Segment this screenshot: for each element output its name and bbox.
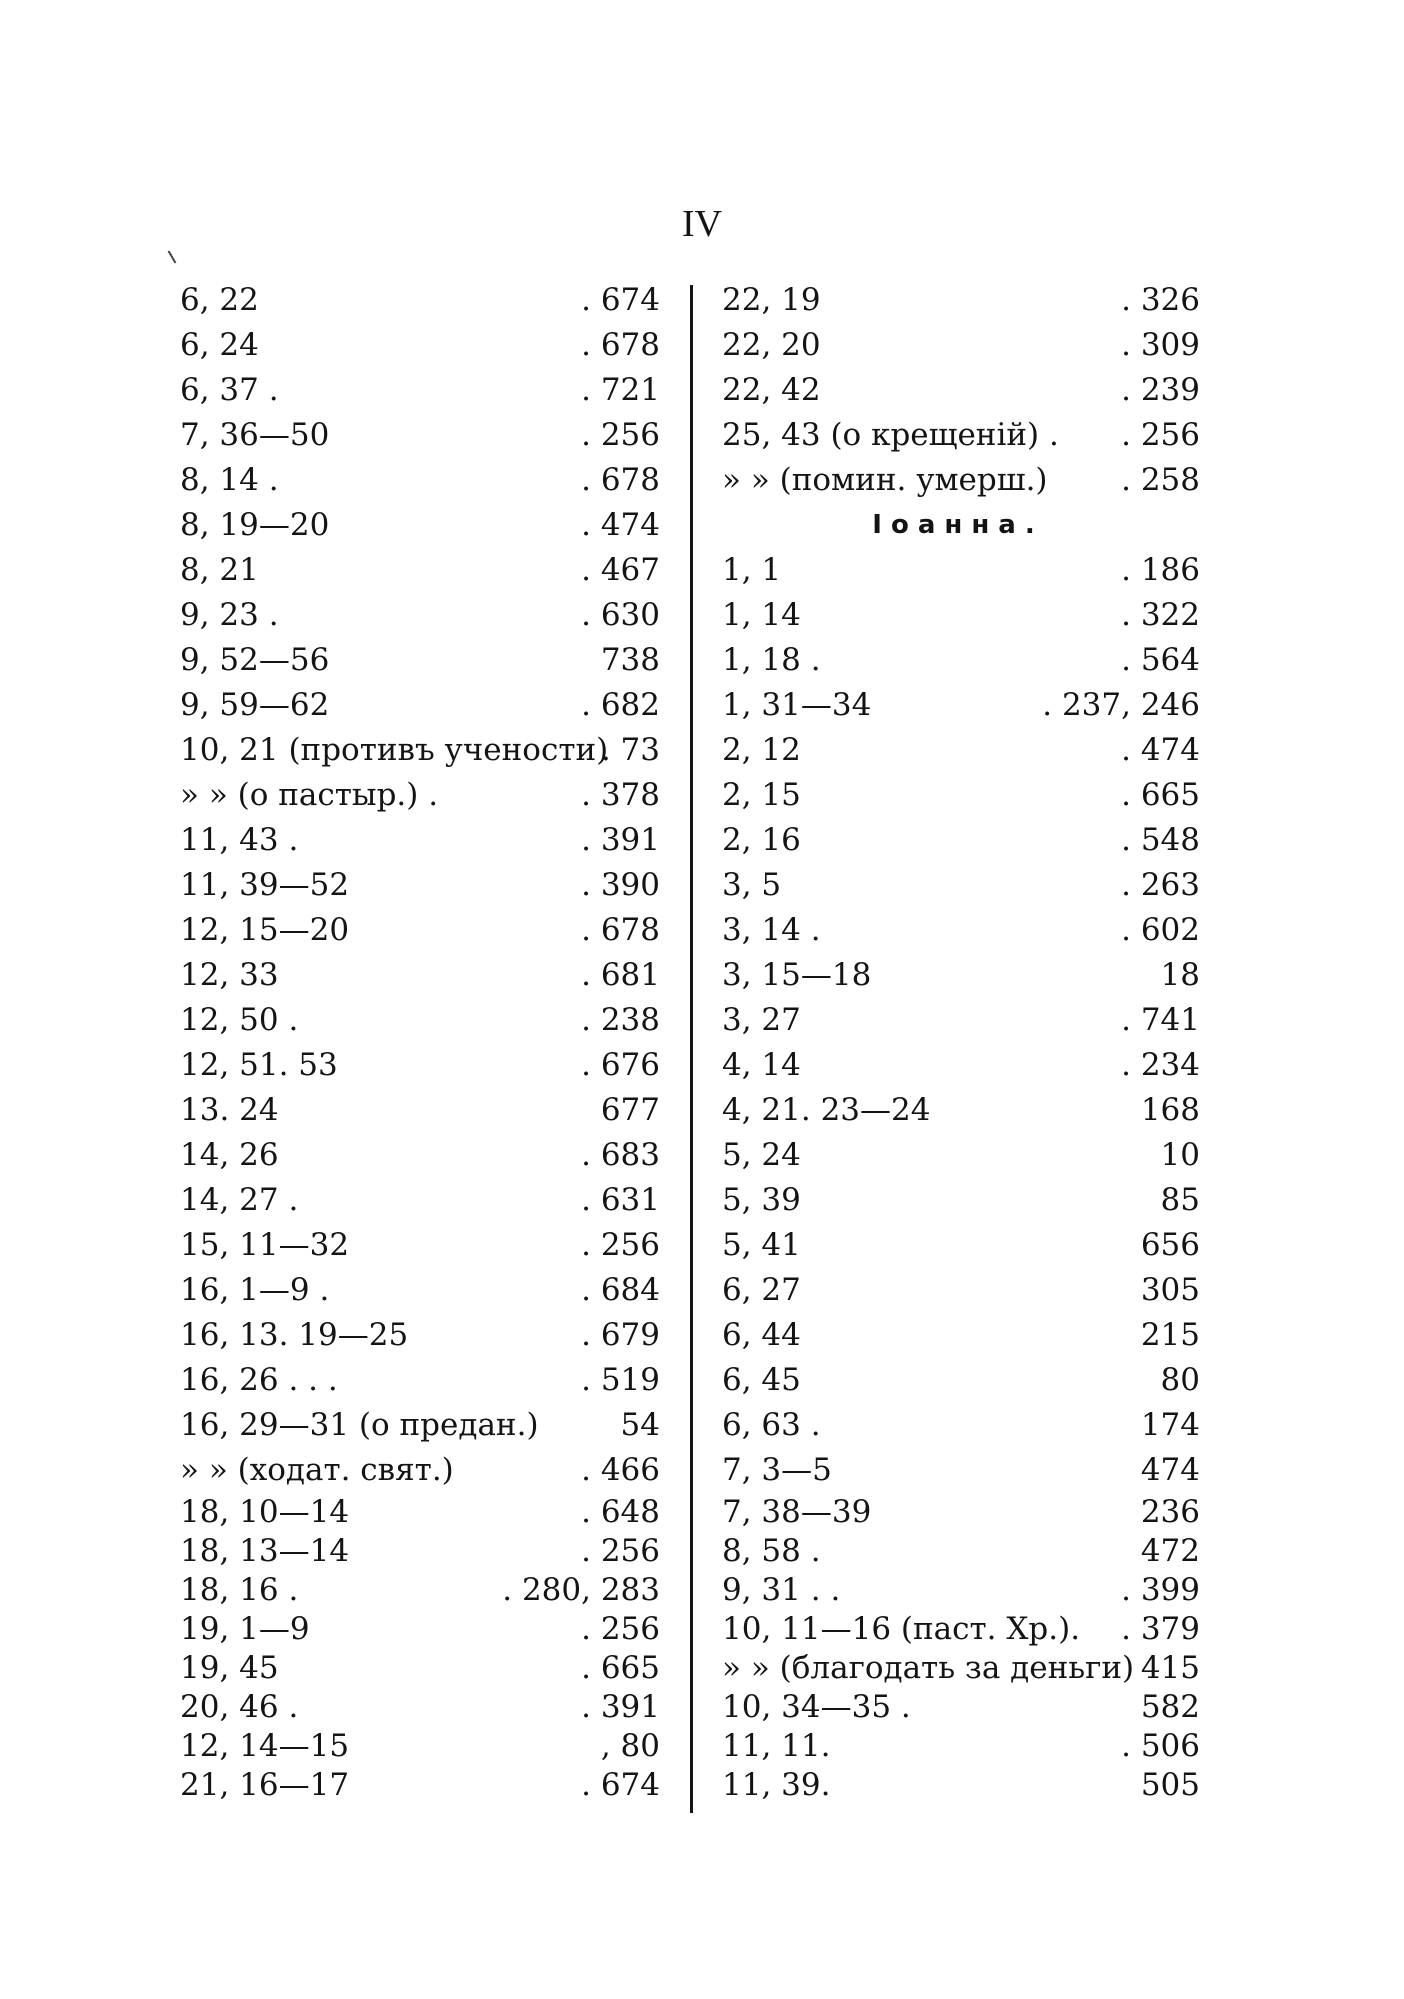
entry-page-number: . 238: [581, 1002, 660, 1038]
entry-reference: 3, 5: [722, 867, 782, 903]
index-entry: [180, 1088, 660, 1133]
entry-page-number: 10: [1160, 1137, 1200, 1173]
entry-reference: 6, 24: [180, 327, 259, 363]
index-entry: [180, 773, 660, 818]
entry-page-number: . 682: [581, 687, 660, 723]
index-entry: [722, 1043, 1200, 1088]
index-entry: [180, 1358, 660, 1403]
entry-page-number: . 234: [1121, 1047, 1200, 1083]
entry-page-number: . 648: [581, 1494, 660, 1530]
entry-page-number: 168: [1140, 1092, 1200, 1128]
index-entry: [180, 998, 660, 1043]
entry-reference: 7, 3—5: [722, 1452, 832, 1488]
entry-reference: 2, 12: [722, 732, 801, 768]
entry-reference: 11, 11.: [722, 1728, 831, 1764]
entry-reference: 3, 15—18: [722, 957, 872, 993]
index-entry: [722, 863, 1200, 908]
entry-page-number: . 467: [581, 552, 660, 588]
entry-reference: 9, 23 .: [180, 597, 279, 633]
index-entry: [722, 368, 1200, 413]
index-entry: [180, 1223, 660, 1268]
entry-page-number: 54: [620, 1407, 660, 1443]
index-entry: [180, 1178, 660, 1223]
entry-reference: 15, 11—32: [180, 1227, 350, 1263]
entry-page-number: 80: [1160, 1362, 1200, 1398]
index-entry: [180, 1649, 660, 1688]
index-entry: [180, 593, 660, 638]
entry-reference: 11, 39—52: [180, 867, 350, 903]
index-entry: [180, 1766, 660, 1805]
index-entry: [722, 1268, 1200, 1313]
index-entry: [180, 1313, 660, 1358]
index-entry: [180, 503, 660, 548]
entry-page-number: 474: [1140, 1452, 1200, 1488]
entry-page-number: . 676: [581, 1047, 660, 1083]
entry-page-number: . 237, 246: [1042, 687, 1200, 723]
entry-reference: 8, 21: [180, 552, 259, 588]
entry-page-number: . 683: [581, 1137, 660, 1173]
entry-reference: 7, 38—39: [722, 1494, 872, 1530]
entry-page-number: . 256: [581, 1611, 660, 1647]
index-entry: [180, 413, 660, 458]
entry-reference: 5, 39: [722, 1182, 801, 1218]
entry-page-number: . 678: [581, 327, 660, 363]
entry-page-number: . 678: [581, 912, 660, 948]
entry-reference: 12, 51. 53: [180, 1047, 338, 1083]
index-entry: [722, 1571, 1200, 1610]
entry-page-number: 505: [1140, 1767, 1200, 1803]
index-entry: [180, 1043, 660, 1088]
index-entry: [722, 1766, 1200, 1805]
index-entry: [180, 728, 660, 773]
entry-reference: 6, 63 .: [722, 1407, 821, 1443]
entry-reference: 19, 45: [180, 1650, 279, 1686]
entry-reference: 5, 24: [722, 1137, 801, 1173]
index-entry: [722, 1088, 1200, 1133]
index-entry: [180, 1493, 660, 1532]
entry-reference: 14, 27 .: [180, 1182, 299, 1218]
entry-page-number: 472: [1140, 1533, 1200, 1569]
entry-page-number: . 326: [1121, 282, 1200, 318]
entry-reference: 11, 43 .: [180, 822, 299, 858]
entry-page-number: . 186: [1121, 552, 1200, 588]
index-entry: [180, 1727, 660, 1766]
index-entry: [722, 818, 1200, 863]
entry-reference: 1, 1: [722, 552, 782, 588]
index-entry: [180, 1133, 660, 1178]
entry-reference: 16, 29—31 (о предан.): [180, 1407, 539, 1443]
index-entry: [722, 1610, 1200, 1649]
entry-page-number: 415: [1140, 1650, 1200, 1686]
entry-page-number: 236: [1140, 1494, 1200, 1530]
index-entry: [722, 1448, 1200, 1493]
entry-reference: 22, 42: [722, 372, 821, 408]
entry-page-number: . 602: [1121, 912, 1200, 948]
entry-reference: 12, 15—20: [180, 912, 350, 948]
entry-page-number: . 678: [581, 462, 660, 498]
entry-reference: 10, 34—35 .: [722, 1689, 911, 1725]
entry-page-number: . 679: [581, 1317, 660, 1353]
entry-page-number: . 466: [581, 1452, 660, 1488]
entry-reference: 7, 36—50: [180, 417, 330, 453]
entry-reference: 13. 24: [180, 1092, 279, 1128]
entry-page-number: . 665: [581, 1650, 660, 1686]
index-entry: [180, 323, 660, 368]
entry-reference: 9, 31 . .: [722, 1572, 841, 1608]
column-divider: [690, 285, 693, 1813]
entry-reference: » » (помин. умерш.): [722, 462, 1048, 498]
entry-reference: 1, 14: [722, 597, 801, 633]
entry-page-number: . 631: [581, 1182, 660, 1218]
index-entry: [180, 1403, 660, 1448]
entry-reference: 4, 14: [722, 1047, 801, 1083]
entry-page-number: . 474: [581, 507, 660, 543]
entry-reference: 6, 27: [722, 1272, 801, 1308]
entry-reference: 2, 16: [722, 822, 801, 858]
entry-page-number: 85: [1160, 1182, 1200, 1218]
entry-reference: 1, 31—34: [722, 687, 872, 723]
entry-reference: 22, 19: [722, 282, 821, 318]
index-entry: [722, 1178, 1200, 1223]
entry-reference: 8, 19—20: [180, 507, 330, 543]
entry-reference: 16, 13. 19—25: [180, 1317, 409, 1353]
entry-page-number: . 256: [581, 1533, 660, 1569]
index-entry: [722, 1133, 1200, 1178]
entry-reference: 18, 10—14: [180, 1494, 350, 1530]
entry-reference: 20, 46 .: [180, 1689, 299, 1725]
entry-reference: 2, 15: [722, 777, 801, 813]
entry-reference: 12, 33: [180, 957, 279, 993]
entry-reference: 18, 16 .: [180, 1572, 299, 1608]
entry-reference: » » (благодать за деньги): [722, 1650, 1135, 1686]
entry-reference: 16, 1—9 .: [180, 1272, 330, 1308]
index-entry: [722, 548, 1200, 593]
entry-page-number: . 256: [581, 1227, 660, 1263]
entry-reference: 25, 43 (о крещеній) .: [722, 417, 1059, 453]
index-entry: [180, 863, 660, 908]
right-entries-before-heading: [722, 278, 1200, 503]
entry-reference: 4, 21. 23—24: [722, 1092, 931, 1128]
entry-page-number: 656: [1140, 1227, 1200, 1263]
stray-mark: [168, 250, 177, 263]
entry-page-number: . 391: [581, 1689, 660, 1725]
entry-page-number: 582: [1140, 1689, 1200, 1725]
entry-page-number: . 548: [1121, 822, 1200, 858]
index-entry: [180, 1688, 660, 1727]
index-entry: [180, 683, 660, 728]
entry-page-number: . 258: [1121, 462, 1200, 498]
right-index-column: [722, 278, 1200, 1805]
index-entry: [722, 1403, 1200, 1448]
entry-page-number: . 399: [1121, 1572, 1200, 1608]
entry-page-number: . 674: [581, 282, 660, 318]
entry-reference: 11, 39.: [722, 1767, 831, 1803]
index-entry: [722, 953, 1200, 998]
entry-reference: 3, 27: [722, 1002, 801, 1038]
index-entry: [722, 638, 1200, 683]
index-entry: [722, 1532, 1200, 1571]
entry-reference: 21, 16—17: [180, 1767, 350, 1803]
entry-page-number: . 378: [581, 777, 660, 813]
index-entry: [180, 638, 660, 683]
entry-page-number: . 391: [581, 822, 660, 858]
index-entry: [180, 953, 660, 998]
entry-reference: 6, 45: [722, 1362, 801, 1398]
index-entry: [722, 1727, 1200, 1766]
entry-page-number: 18: [1160, 957, 1200, 993]
page-number: IV: [681, 203, 723, 245]
entry-page-number: . 684: [581, 1272, 660, 1308]
entry-reference: 12, 14—15: [180, 1728, 350, 1764]
entry-page-number: . 379: [1121, 1611, 1200, 1647]
entry-page-number: . 474: [1121, 732, 1200, 768]
entry-reference: 8, 14 .: [180, 462, 279, 498]
entry-page-number: . 73: [600, 732, 660, 768]
entry-page-number: , 80: [600, 1728, 660, 1764]
entry-reference: 6, 44: [722, 1317, 801, 1353]
entry-page-number: . 665: [1121, 777, 1200, 813]
entry-page-number: . 741: [1121, 1002, 1200, 1038]
entry-reference: 18, 13—14: [180, 1533, 350, 1569]
index-entry: [722, 458, 1200, 503]
index-entry: [722, 1688, 1200, 1727]
index-entry: [722, 1223, 1200, 1268]
entry-page-number: . 263: [1121, 867, 1200, 903]
entry-page-number: . 721: [581, 372, 660, 408]
index-entry: [722, 908, 1200, 953]
entry-page-number: . 519: [581, 1362, 660, 1398]
entry-page-number: . 322: [1121, 597, 1200, 633]
entry-reference: 8, 58 .: [722, 1533, 821, 1569]
index-entry: [722, 1358, 1200, 1403]
index-entry: [722, 413, 1200, 458]
entry-reference: 12, 50 .: [180, 1002, 299, 1038]
entry-page-number: . 239: [1121, 372, 1200, 408]
index-entry: [180, 1448, 660, 1493]
index-entry: [180, 278, 660, 323]
index-entry: [722, 728, 1200, 773]
entry-reference: 3, 14 .: [722, 912, 821, 948]
entry-page-number: . 506: [1121, 1728, 1200, 1764]
index-entry: [722, 683, 1200, 728]
index-entry: [180, 1532, 660, 1571]
entry-reference: 6, 22: [180, 282, 259, 318]
entry-reference: 22, 20: [722, 327, 821, 363]
entry-page-number: . 256: [581, 417, 660, 453]
entry-page-number: . 256: [1121, 417, 1200, 453]
index-entry: [722, 278, 1200, 323]
entry-reference: 16, 26 . . .: [180, 1362, 338, 1398]
entry-reference: 1, 18 .: [722, 642, 821, 678]
index-entry: [722, 593, 1200, 638]
entry-reference: » » (о пастыр.) .: [180, 777, 439, 813]
right-entries-after-heading: [722, 548, 1200, 1805]
index-entry: [722, 1493, 1200, 1532]
entry-page-number: . 280, 283: [502, 1572, 660, 1608]
entry-reference: 10, 21 (противъ учености): [180, 732, 609, 768]
index-entry: [722, 323, 1200, 368]
index-entry: [180, 1268, 660, 1313]
entry-page-number: 174: [1140, 1407, 1200, 1443]
entry-page-number: . 674: [581, 1767, 660, 1803]
section-heading-ioanna: Іоанна.: [872, 510, 1044, 540]
entry-reference: 5, 41: [722, 1227, 801, 1263]
entry-reference: 14, 26: [180, 1137, 279, 1173]
entry-reference: 9, 52—56: [180, 642, 330, 678]
entry-reference: 9, 59—62: [180, 687, 330, 723]
index-entry: [722, 1649, 1200, 1688]
entry-reference: 10, 11—16 (паст. Хр.).: [722, 1611, 1081, 1647]
index-entry: [180, 548, 660, 593]
entry-page-number: . 681: [581, 957, 660, 993]
entry-page-number: 215: [1140, 1317, 1200, 1353]
entry-page-number: . 630: [581, 597, 660, 633]
entry-reference: 6, 37 .: [180, 372, 279, 408]
index-entry: [180, 818, 660, 863]
entry-page-number: . 564: [1121, 642, 1200, 678]
index-entry: [180, 1571, 660, 1610]
index-entry: [180, 458, 660, 503]
index-entry: [180, 368, 660, 413]
index-entry: [722, 998, 1200, 1043]
index-entry: [180, 1610, 660, 1649]
entry-reference: » » (ходат. свят.): [180, 1452, 454, 1488]
entry-page-number: 305: [1140, 1272, 1200, 1308]
index-entry: [722, 773, 1200, 818]
entry-page-number: 677: [600, 1092, 660, 1128]
index-entry: [180, 908, 660, 953]
index-entry: [722, 1313, 1200, 1358]
left-index-column: [180, 278, 660, 1805]
entry-page-number: 738: [600, 642, 660, 678]
entry-page-number: . 309: [1121, 327, 1200, 363]
entry-reference: 19, 1—9: [180, 1611, 310, 1647]
entry-page-number: . 390: [581, 867, 660, 903]
